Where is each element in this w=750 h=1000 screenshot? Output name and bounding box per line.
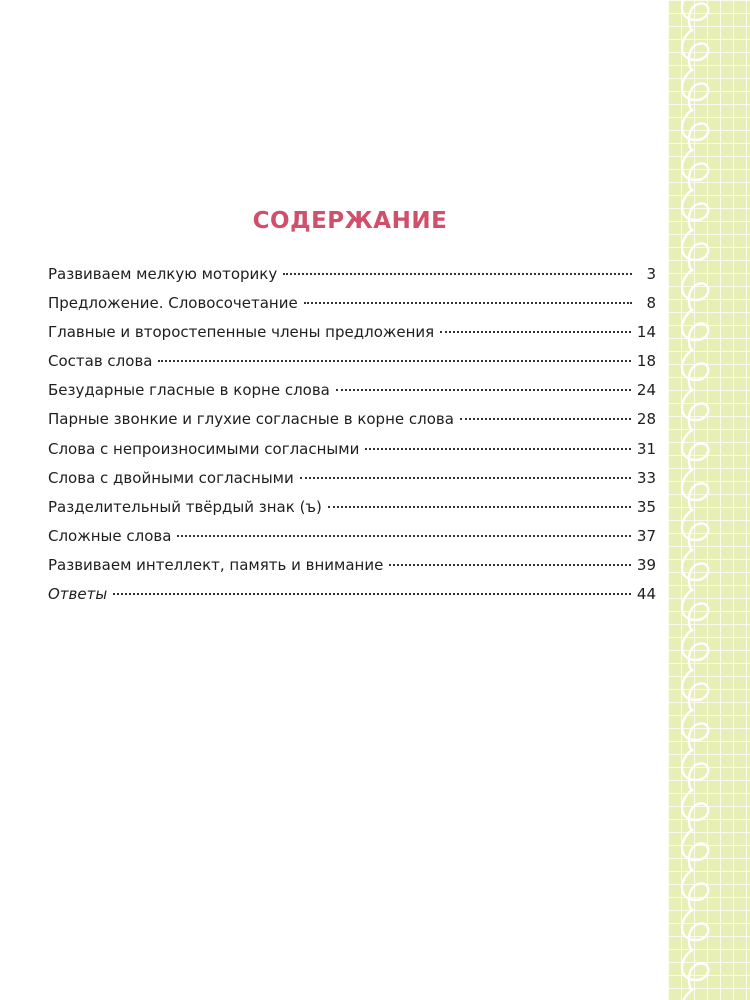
toc-entry-label: Безударные гласные в корне слова bbox=[48, 381, 330, 400]
toc-entry-label: Главные и второстепенные члены предложения bbox=[48, 323, 435, 342]
toc-entry-label: Сложные слова bbox=[48, 526, 172, 545]
toc-entry[interactable] bbox=[48, 556, 656, 585]
dot-leader bbox=[365, 448, 631, 450]
dot-leader bbox=[113, 593, 631, 595]
toc-entry[interactable] bbox=[48, 527, 656, 556]
toc-entry[interactable] bbox=[48, 410, 656, 439]
toc-entry-page: 33 bbox=[636, 468, 656, 487]
dot-leader bbox=[460, 418, 631, 420]
toc-entry-page: 3 bbox=[646, 265, 656, 283]
toc-entry[interactable] bbox=[48, 323, 656, 352]
dot-leader bbox=[389, 564, 631, 566]
toc-entry[interactable] bbox=[48, 294, 656, 323]
dot-leader bbox=[300, 477, 631, 479]
toc-entry-label: Слова с двойными согласными bbox=[48, 468, 294, 487]
toc-entry[interactable] bbox=[48, 469, 656, 498]
dot-leader bbox=[304, 302, 632, 304]
dot-leader bbox=[283, 273, 632, 275]
toc-entry-label: Парные звонкие и глухие согласные в корне слова bbox=[48, 410, 454, 429]
toc-entry-label: Слова с непроизносимыми согласными bbox=[48, 439, 360, 458]
toc-entry-answers[interactable] bbox=[48, 585, 656, 614]
loop-pattern bbox=[668, 0, 750, 1000]
toc-entry-label: Разделительный твёрдый знак (ъ) bbox=[48, 497, 322, 516]
toc-entry-label: Развиваем мелкую моторику bbox=[48, 265, 278, 283]
toc-entry[interactable] bbox=[48, 440, 656, 469]
toc-entry-page: 39 bbox=[636, 555, 656, 574]
toc-entry-page: 37 bbox=[636, 526, 656, 545]
toc-entry-page: 8 bbox=[646, 294, 656, 313]
page-title: СОДЕРЖАНИЕ bbox=[252, 208, 448, 234]
dot-leader bbox=[440, 331, 631, 333]
dot-leader bbox=[336, 389, 631, 391]
toc-entry-page: 35 bbox=[636, 497, 656, 516]
toc-entry-page: 31 bbox=[636, 439, 656, 458]
toc-entry-page: 24 bbox=[636, 381, 656, 400]
toc-entry-label: Ответы bbox=[48, 585, 108, 604]
dot-leader bbox=[158, 360, 630, 362]
toc-entry[interactable] bbox=[48, 498, 656, 527]
toc-entry-page: 44 bbox=[636, 585, 656, 604]
toc-entry-label: Предложение. Словосочетание bbox=[48, 294, 298, 313]
toc-entry[interactable] bbox=[48, 381, 656, 410]
dot-leader bbox=[177, 535, 630, 537]
toc-entry[interactable] bbox=[48, 352, 656, 381]
toc-entry-label: Развиваем интеллект, память и внимание bbox=[48, 555, 384, 574]
decorative-loop-line bbox=[682, 0, 708, 1000]
toc-entry-page: 18 bbox=[636, 352, 656, 371]
toc-entry-page: 14 bbox=[636, 323, 656, 342]
decorative-border bbox=[668, 0, 750, 1000]
dot-leader bbox=[328, 506, 631, 508]
table-of-contents bbox=[48, 265, 656, 614]
toc-entry-label: Состав слова bbox=[48, 352, 153, 371]
toc-entry-page: 28 bbox=[636, 410, 656, 429]
toc-entry[interactable] bbox=[48, 265, 656, 294]
